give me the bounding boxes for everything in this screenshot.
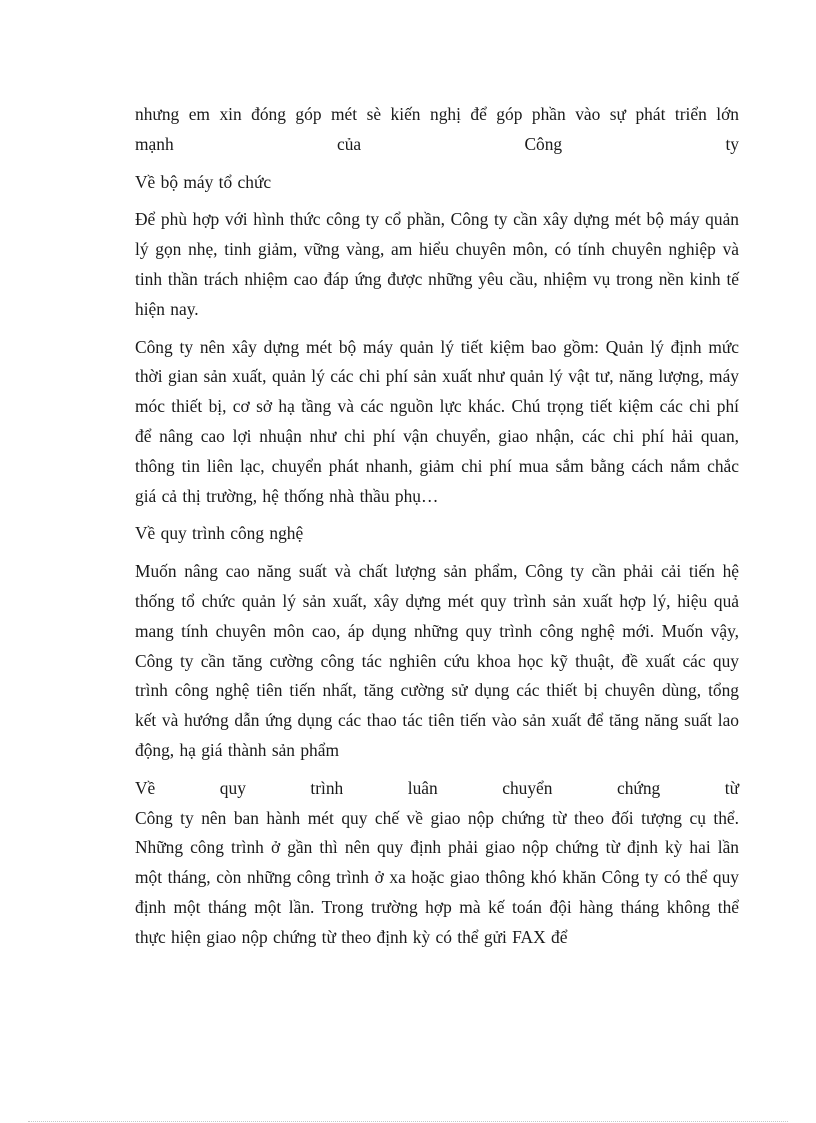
paragraph-intro-line-2: mạnh của Công ty <box>135 133 739 154</box>
section-heading-technology: Về quy trình công nghệ <box>135 523 304 544</box>
paragraph-documents: Công ty nên ban hành mét quy chế về giao nộp chứng từ theo đối tượng cụ thể. Những công trình ở gần thì nên quy định phải giao nộp chứng từ định kỳ hai lần một tháng, còn những công trình ở xa hoặc giao thông khó khăn Công ty có thể quy định một tháng một lần. Trong trường hợp mà kế toán đội hàng tháng không thể thực hiện giao nộp chứng từ theo định kỳ có thể gửi FAX để <box>135 807 739 947</box>
section-heading-organization: Về bộ máy tổ chức <box>135 171 272 192</box>
paragraph-technology: Muốn nâng cao năng suất và chất lượng sản phẩm, Công ty cần phải cải tiến hệ thống tổ chức quản lý sản xuất, xây dựng mét quy trình sản xuất hợp lý, hiệu quả mang tính chuyên môn cao, áp dụng những quy trình công nghệ mới. Muốn vậy, Công ty cần tăng cường công tác nghiên cứu khoa học kỹ thuật, đề xuất các quy trình công nghệ tiên tiến nhất, tăng cường sử dụng các thiết bị chuyên dùng, tổng kết và hướng dẫn ứng dụng các thao tác tiên tiến vào sản xuất để tăng năng suất lao động, hạ giá thành sản phẩm <box>135 561 739 760</box>
document-body <box>135 100 739 961</box>
paragraph-intro-line-1: nhưng em xin đóng góp mét sè kiến nghị để góp phần vào sự phát triển lớn <box>135 104 739 124</box>
section-heading-documents: Về quy trình luân chuyển chứng từ <box>135 777 739 798</box>
paragraph-cost-saving: Công ty nên xây dựng mét bộ máy quản lý tiết kiệm bao gồm: Quản lý định mức thời gian sản xuất, quản lý các chi phí sản xuất như quản lý vật tư, năng lượng, máy móc thiết bị, cơ sở hạ tầng và các nguồn lực khác. Chú trọng tiết kiệm các chi phí để nâng cao lợi nhuận như chi phí vận chuyển, giao nhận, các chi phí hải quan, thông tin liên lạc, chuyển phát nhanh, giảm chi phí mua sắm bằng cách nắm chắc giá cả thị trường, hệ thống nhà thầu phụ… <box>135 336 739 506</box>
paragraph-organization: Để phù hợp với hình thức công ty cổ phần, Công ty cần xây dựng mét bộ máy quản lý gọn nhẹ, tinh giảm, vững vàng, am hiểu chuyên môn, có tính chuyên nghiệp và tinh thần trách nhiệm cao đáp ứng được những yêu cầu, nhiệm vụ trong nền kinh tế hiện nay. <box>135 209 739 319</box>
page-bottom-border <box>28 1121 788 1122</box>
